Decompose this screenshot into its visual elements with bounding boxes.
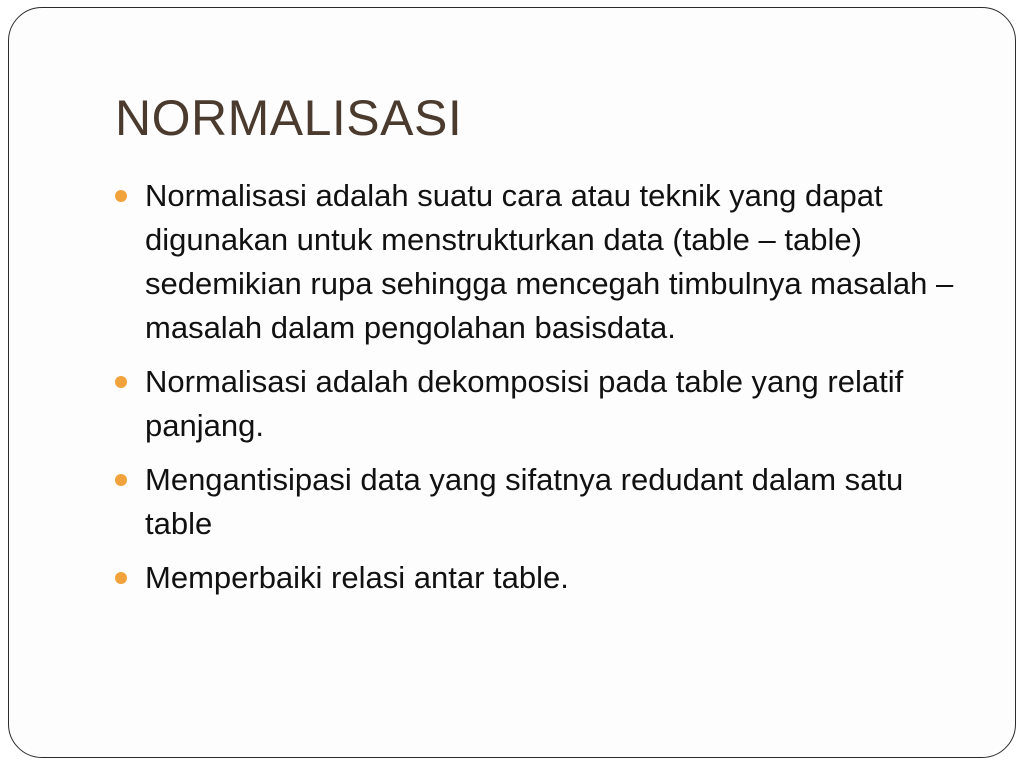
bullet-text: Mengantisipasi data yang sifatnya redudant dalam satu table [145,462,904,541]
bullet-dot-icon [115,376,127,388]
bullet-item [115,556,975,600]
bullet-list [115,174,975,610]
slide-title: NORMALISASI [115,90,463,146]
bullet-item [115,360,975,448]
bullet-dot-icon [115,474,127,486]
bullet-item [115,174,975,350]
bullet-dot-icon [115,572,127,584]
slide-frame [8,7,1016,758]
bullet-dot-icon [115,190,127,202]
bullet-text: Normalisasi adalah suatu cara atau teknik yang dapat digunakan untuk menstrukturkan data (table – table) sedemikian rupa sehingga mencegah timbulnya masalah – masalah dalam pengolahan basisdata. [145,178,954,345]
bullet-item [115,458,975,546]
bullet-text: Normalisasi adalah dekomposisi pada table yang relatif panjang. [145,364,904,443]
bullet-text: Memperbaiki relasi antar table. [145,560,569,595]
